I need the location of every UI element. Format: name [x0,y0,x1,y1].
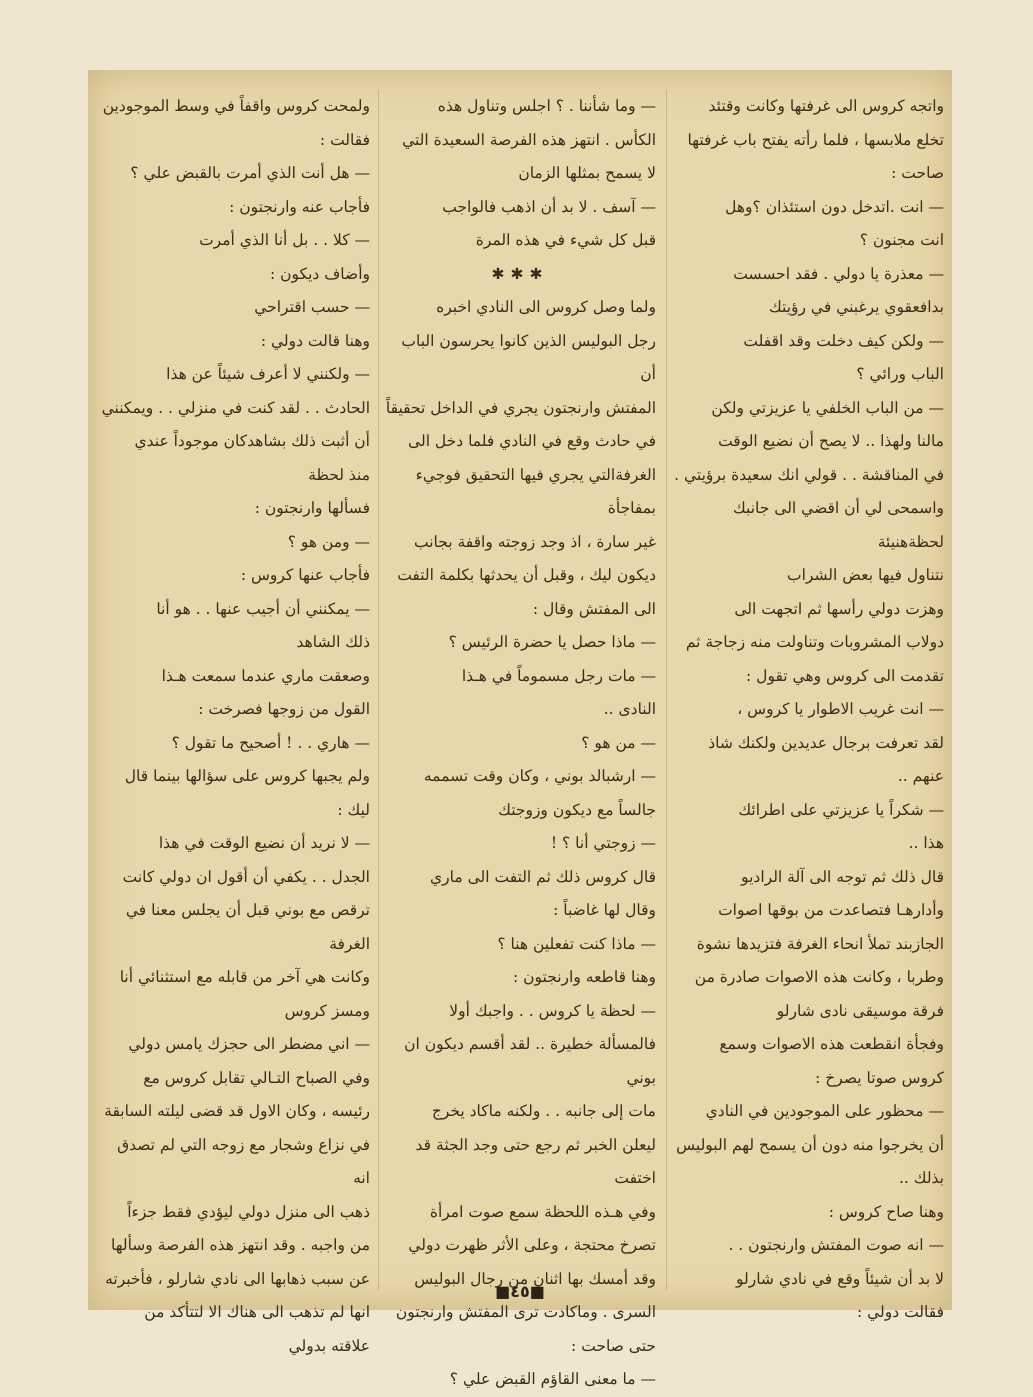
text-line: — حسب اقتراحي [254,298,370,316]
text-line: فأجاب عنه وارنجتون : [229,197,370,216]
text-line: — انه صوت المفتش وارنجتون . . [728,1236,944,1254]
text-line: غير سارة ، اذ وجد زوجته واقفة بجانب [413,532,656,551]
text-line: — اني مضطر الى حجزك يامس دولي [128,1035,370,1053]
text-line: — محظور على الموجودين في النادي [705,1102,944,1120]
column-divider [666,90,667,1290]
text-line: قبل كل شيء في هذه المرة [475,231,656,249]
text-line: مالنا ولهذا .. لا يصح أن نضيع الوقت [718,432,944,450]
text-line: — زوجتي أنا ؟ ! [550,834,656,852]
text-line: قال ذلك ثم توجه الى آلة الراديو [741,867,944,886]
text-line: — ماذا كنت تفعلين هنا ؟ [497,934,656,953]
text-line: — ولكنني لا أعرف شيئاً عن هذا [166,365,370,383]
text-line: عنهم .. [897,767,944,785]
text-line: وكانت هي آخر من قابله مع استثنائي أنا [119,968,370,986]
text-line: — معذرة يا دولي . فقد احسست [733,264,944,283]
text-line: — مات رجل مسموماً في هـذا [461,666,656,685]
text-line: أن يخرجوا منه دون أن يسمح لهم البوليس [676,1135,944,1154]
text-line: — ماذا حصل يا حضرة الرئيس ؟ [448,633,656,651]
text-line: جالساً مع ديكون وزوجتك [498,800,656,819]
text-line: في حادث وقع في النادي فلما دخل الى [408,432,656,450]
text-line: ذلك الشاهد [296,633,370,651]
text-line: ترقص مع بوني قبل أن يجلس معنا في الغرفة [125,901,370,953]
text-line: فسألها وارنجتون : [254,499,370,517]
text-line: بذلك .. [898,1169,944,1187]
text-line: اختفت [614,1169,656,1187]
text-line: الجازبند تملأ انحاء الغرفة فتزيدها نشوة [696,934,944,953]
text-line: رئيسه ، وكان الاول قد قضى ليلته السابقة [104,1102,370,1120]
text-line: ليك : [337,800,370,819]
text-line: مات إلى جانبه . . ولكنه ماكاد يخرج [431,1102,656,1120]
text-line: وهنا صاح كروس : [828,1202,944,1221]
magazine-page [88,70,952,1388]
text-line: ولما وصل كروس الى النادي اخبره [436,298,656,316]
text-line: — وما شأننا . ؟ اجلس وتناول هذه [437,97,656,115]
text-line: واتجه كروس الى غرفتها وكانت وقتئد [708,97,944,115]
text-line: وهنا قالت دولي : [260,331,370,350]
text-line: فقالت : [319,130,370,149]
column-divider [378,90,379,1290]
text-line: الحادث . . لقد كنت في منزلي . . ويمكنني [101,398,370,417]
text-line: نتناول فيها بعض الشراب [787,566,944,584]
text-line: وأضاف ديكون : [270,264,370,283]
column-right [672,90,944,1321]
text-line: — آسف . لا بد أن اذهب فالواجب [442,197,656,216]
text-line: — ما معنى القاؤم القبض علي ؟ [449,1370,656,1388]
text-line: وصعقت ماري عندما سمعت هـذا [161,666,370,685]
text-line: — لحظة يا كروس . . واجبك أولا [449,1001,656,1020]
text-line: — من الباب الخلفي يا عزيزتي ولكن [711,398,944,417]
text-line: تقدمت الى كروس وهي تقول : [746,666,944,685]
text-line: المفتش وارنجتون يجري في الداخل تحقيقاً [385,398,656,417]
text-line: وقال لها غاضباً : [553,901,656,919]
text-line: الى المفتش وقال : [532,599,656,618]
text-line: ومسز كروس [284,1001,370,1020]
text-line: ولمحت كروس واقفاً في وسط الموجودين [102,97,370,115]
text-line: قال كروس ذلك ثم التفت الى ماري [430,867,656,886]
text-line: تخلع ملابسها ، فلما رأته يفتح باب غرفتها [687,130,944,149]
text-line: — لا نريد أن نضيع الوقت في هذا [158,834,370,852]
text-line: صاحت : [891,164,944,182]
text-line: وطربا ، وكانت هذه الاصوات صادرة من [694,968,944,986]
page-number: ■٤٥■ [495,1282,545,1301]
text-line: ذهب الى منزل دولي ليؤدي فقط جزءاً [127,1202,370,1221]
text-line: ولم يجبها كروس على سؤالها بينما قال [124,767,370,785]
text-line: عن سبب ذهابها الى نادي شارلو ، فأخبرته [105,1269,370,1288]
text-line: وفي الصباح التـالي تقابل كروس مع [143,1068,370,1087]
text-line: السرى . وماكادت ترى المفتش وارنجتون [395,1303,656,1321]
column-left [98,90,370,1355]
text-line: رجل البوليس الذين كانوا يحرسون الباب أن [401,331,656,383]
text-line: — هل أنت الذي أمرت بالقبض علي ؟ [130,164,370,182]
text-line: وهنا قاطعه وارنجتون : [513,968,656,986]
text-line: — شكراً يا عزيزتي على اطرائك [738,800,944,819]
text-line: فقالت دولي : [856,1303,944,1321]
text-line: ديكون ليك ، وقبل أن يحدثها بكلمة التفت [397,566,656,584]
text-line: وأدارهـا فتصاعدت من بوقها اصوات [718,901,944,919]
text-line: — هاري . . ! أصحيح ما تقول ؟ [171,733,370,752]
text-line: أن أثبت ذلك بشاهدكان موجوداً عندي [134,432,370,450]
text-line: النادى .. [603,700,656,718]
text-line: — كلا . . بل أنا الذي أمرت [199,231,370,249]
text-line: — انت غريب الاطوار يا كروس ، [737,700,944,718]
text-line: فرقة موسيقى نادى شارلو [776,1001,944,1020]
section-separator: ✱✱✱ [491,264,549,283]
text-line: — انت .اتدخل دون استئذان ؟وهل [725,197,944,216]
text-line: — ومن هو ؟ [287,532,370,551]
text-line: — يمكنني أن أجيب عنها . . هو أنا [156,599,370,618]
text-line: الغرفةالتي يجري فيها التحقيق فوجيء بمفاجأة [415,465,656,517]
text-line: فالمسألة خطيرة .. لقد أقسم ديكون ان بوني [404,1035,656,1087]
text-line: وقد أمسك بها اثنان من رجال البوليس [414,1269,656,1288]
text-line: وهزت دولي رأسها ثم اتجهت الى [734,599,944,618]
text-line: لا يسمح بمثلها الزمان [518,164,656,182]
text-line: دولاب المشروبات وتناولت منه زجاجة ثم [685,633,944,651]
text-line: وفجأة انقطعت هذه الاصوات وسمع [719,1035,944,1053]
column-middle [384,90,656,1388]
text-line: وفي هـذه اللحظة سمع صوت امرأة [429,1202,656,1221]
text-line: — من هو ؟ [581,733,656,752]
text-line: القول من زوجها فصرخت : [198,700,370,718]
text-line: — ارشبالد بوني ، وكان وقت تسممه [423,767,656,785]
text-line: في المناقشة . . قولي انك سعيدة برؤيتي . [674,465,944,484]
text-line: من واجبه . وقد انتهز هذه الفرصة وسألها [110,1236,370,1254]
text-line: — ولكن كيف دخلت وقد اقفلت [743,331,944,350]
text-line: فأجاب عنها كروس : [240,566,370,584]
text-line: واسمحى لي أن اقضي الى جانبك لحظةهنيئة [732,499,944,551]
text-line: حتى صاحت : [571,1336,656,1355]
text-line: منذ لحظة [308,465,370,484]
text-line: في نزاع وشجار مع زوجه التي لم تصدق انه [117,1135,370,1187]
text-line: الجدل . . يكفي أن أقول ان دولي كانت [122,867,370,886]
text-line: لا بد أن شيئاً وقع في نادي شارلو [735,1269,944,1288]
text-line: علاقته بدولي [288,1336,370,1355]
text-line: انت مجنون ؟ [859,231,944,249]
text-line: كروس صوتا يصرخ : [815,1068,944,1087]
text-line: لقد تعرفت برجال عديدين ولكنك شاذ [708,733,944,752]
text-line: هذا .. [908,834,944,852]
text-line: ليعلن الخبر ثم رجع حتى وجد الجثة قد [415,1135,656,1154]
text-line: انها لم تذهب الى هناك الا لتتأكد من [144,1303,370,1321]
text-line: بدافعقوي يرغبني في رؤيتك [768,298,944,316]
text-line: الباب ورائي ؟ [856,365,944,383]
text-line: الكأس . انتهز هذه الفرصة السعيدة التي [402,130,656,149]
text-line: تصرخ محتجة ، وعلى الأثر ظهرت دولي [408,1236,656,1254]
